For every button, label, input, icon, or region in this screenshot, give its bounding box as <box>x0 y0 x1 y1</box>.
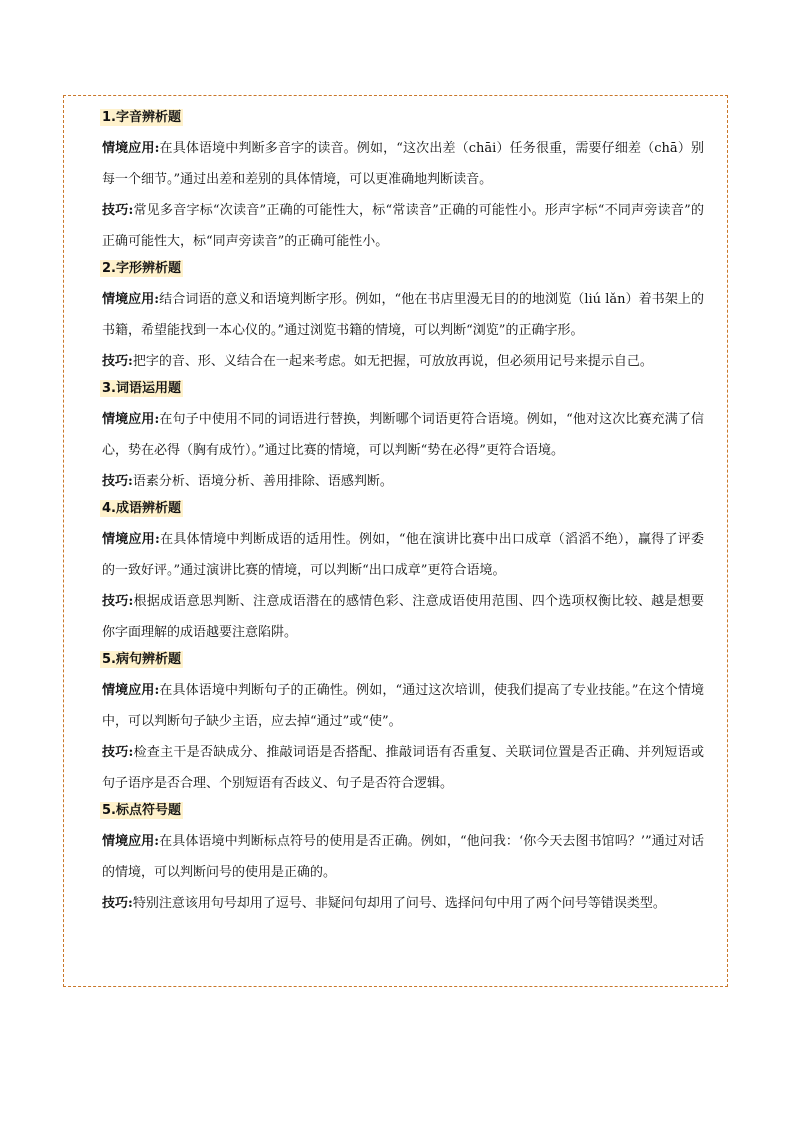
content-area <box>102 106 704 919</box>
scenario-paragraph <box>102 524 704 586</box>
tip-text: 检查主干是否缺成分、推敲词语是否搭配、推敲词语有否重复、关联词位置是否正确、并列短语或句子语序是否合理、个别短语有否歧义、句子是否符合逻辑。 <box>102 745 704 791</box>
tip-text: 常见多音字标“次读音”正确的可能性大，标“常读音”正确的可能性小。形声字标“不同声旁读音”的正确可能性大，标“同声旁读音”的正确可能性小。 <box>102 203 704 249</box>
scenario-label: 情境应用: <box>102 292 160 307</box>
scenario-paragraph <box>102 133 704 195</box>
tip-label: 技巧: <box>102 594 134 609</box>
tip-paragraph <box>102 195 704 257</box>
scenario-label: 情境应用: <box>102 683 160 698</box>
section-4 <box>102 497 704 648</box>
tip-text: 根据成语意思判断、注意成语潜在的感情色彩、注意成语使用范围、四个选项权衡比较、越是想要你字面理解的成语越要注意陷阱。 <box>102 594 704 640</box>
scenario-paragraph <box>102 284 704 346</box>
section-number: 4. <box>102 501 116 516</box>
tip-text: 语素分析、语境分析、善用排除、语感判断。 <box>132 474 393 489</box>
scenario-label: 情境应用: <box>102 532 160 547</box>
section-3 <box>102 377 704 497</box>
section-2 <box>102 257 704 377</box>
section-title: 病句辨析题 <box>115 652 181 667</box>
tip-paragraph <box>102 586 704 648</box>
tip-paragraph <box>102 346 704 377</box>
scenario-text: 在具体语境中判断标点符号的使用是否正确。例如，“他问我：‘你今天去图书馆吗？’”通过对话的情境，可以判断问号的使用是正确的。 <box>102 834 704 880</box>
tip-paragraph <box>102 737 704 799</box>
scenario-text: 在具体语境中判断句子的正确性。例如，“通过这次培训，使我们提高了专业技能。”在这个情境中，可以判断句子缺少主语，应去掉“通过”或“使”。 <box>102 683 704 729</box>
section-number: 5. <box>102 803 116 818</box>
tip-label: 技巧: <box>102 474 133 489</box>
scenario-text: 在句子中使用不同的词语进行替换，判断哪个词语更符合语境。例如，“他对这次比赛充满了信心，势在必得（胸有成竹）。”通过比赛的情境，可以判断“势在必得”更符合语境。 <box>102 412 704 458</box>
scenario-label: 情境应用: <box>102 834 160 849</box>
section-number: 5. <box>102 652 116 667</box>
scenario-text: 在具体情境中判断成语的适用性。例如，“他在演讲比赛中出口成章（滔滔不绝），赢得了评委的一致好评。”通过演讲比赛的情境，可以判断“出口成章”更符合语境。 <box>102 532 704 578</box>
section-title: 字形辨析题 <box>115 261 181 276</box>
section-heading <box>100 651 183 668</box>
section-heading <box>100 500 183 517</box>
section-title: 词语运用题 <box>115 381 181 396</box>
tip-label: 技巧: <box>102 203 134 218</box>
section-heading <box>100 802 183 819</box>
section-title: 字音辨析题 <box>115 110 181 125</box>
tip-text: 把字的音、形、义结合在一起来考虑。如无把握，可放放再说，但必须用记号来提示自己。 <box>132 354 653 369</box>
scenario-label: 情境应用: <box>102 141 160 156</box>
section-title: 成语辨析题 <box>115 501 181 516</box>
tip-label: 技巧: <box>102 896 133 911</box>
section-5 <box>102 648 704 799</box>
scenario-text: 结合词语的意义和语境判断字形。例如，“他在书店里漫无目的的地浏览（liú lǎn）着书架上的书籍，希望能找到一本心仪的。”通过浏览书籍的情境，可以判断“浏览”的正确字形。 <box>102 292 704 338</box>
section-6 <box>102 799 704 919</box>
section-heading <box>100 109 183 126</box>
tip-paragraph <box>102 466 704 497</box>
section-title: 标点符号题 <box>115 803 181 818</box>
scenario-paragraph <box>102 404 704 466</box>
section-heading <box>100 380 183 397</box>
section-number: 3. <box>102 381 116 396</box>
scenario-paragraph <box>102 675 704 737</box>
dashed-frame <box>63 95 728 987</box>
tip-label: 技巧: <box>102 745 134 760</box>
section-1 <box>102 106 704 257</box>
scenario-text: 在具体语境中判断多音字的读音。例如，“这次出差（chāi）任务很重，需要仔细差（chā）别每一个细节。”通过出差和差别的具体情境，可以更准确地判断读音。 <box>102 141 704 187</box>
tip-text: 特别注意该用句号却用了逗号、非疑问句却用了问号、选择问句中用了两个问号等错误类型。 <box>132 896 666 911</box>
section-number: 1. <box>102 110 116 125</box>
section-heading <box>100 260 183 277</box>
tip-label: 技巧: <box>102 354 133 369</box>
scenario-label: 情境应用: <box>102 412 160 427</box>
tip-paragraph <box>102 888 704 919</box>
scenario-paragraph <box>102 826 704 888</box>
section-number: 2. <box>102 261 116 276</box>
